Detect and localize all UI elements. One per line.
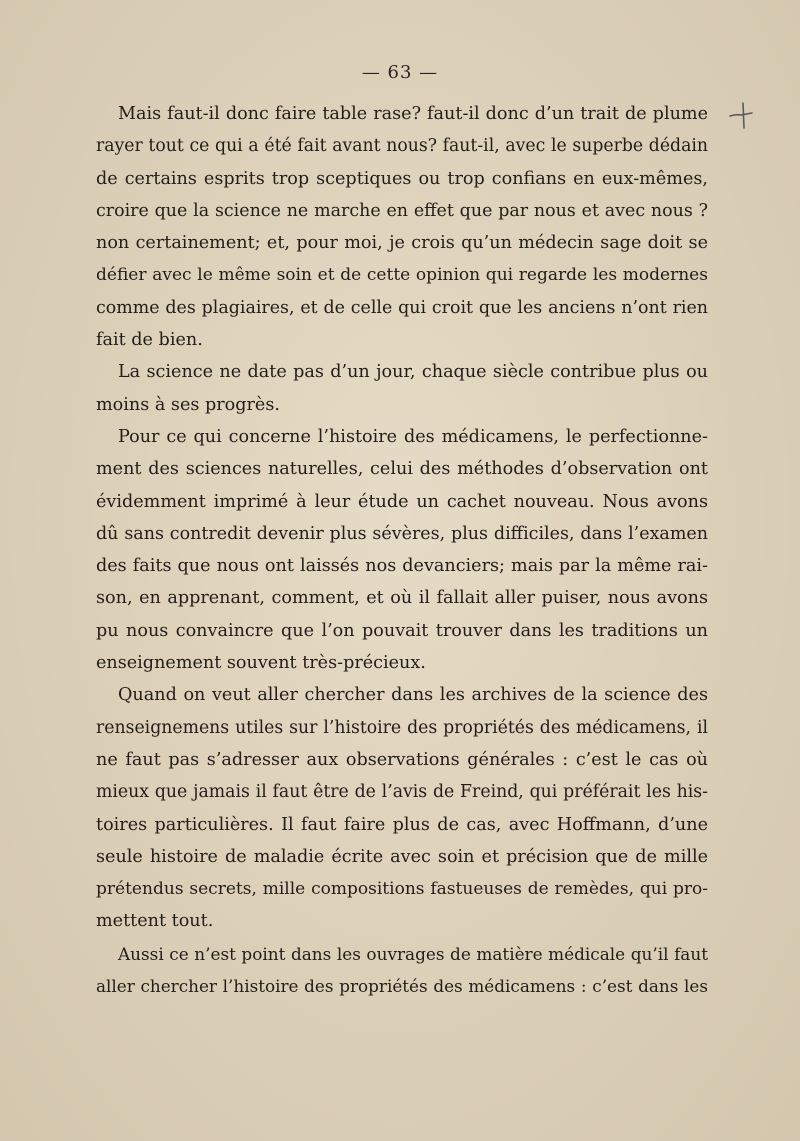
text-line: seule histoire de maladie écrite avec soin et précision que de mille [96, 846, 708, 867]
paragraph-1 [96, 98, 708, 356]
text-line: évidemment imprimé à leur étude un cachet nouveau. Nous avons [96, 491, 708, 512]
paragraph-2 [96, 356, 708, 421]
pencil-mark-icon [728, 100, 756, 130]
text-line: rayer tout ce qui a été fait avant nous? faut-il, avec le superbe dédain [96, 136, 708, 157]
text-line: toires particulières. Il faut faire plus de cas, avec Hoffmann, d’une [96, 814, 708, 835]
text-line: pu nous convaincre que l’on pouvait trouver dans les traditions un [96, 620, 708, 641]
text-line: mieux que jamais il faut être de l’avis de Freind, qui préférait les his- [96, 782, 708, 803]
text-line: défier avec le même soin et de cette opinion qui regarde les modernes [96, 265, 708, 286]
text-line: fait de bien. [96, 330, 203, 351]
text-line: moins à ses progrès. [96, 394, 280, 415]
paragraph-3 [96, 421, 708, 679]
paragraph-5 [96, 938, 708, 1003]
text-line: non certainement; et, pour moi, je crois qu’un médecin sage doit se [96, 233, 708, 254]
text-line: de certains esprits trop sceptiques ou trop confians en eux-mêmes, [96, 168, 708, 189]
paragraph-4 [96, 679, 708, 937]
text-line: renseignemens utiles sur l’histoire des propriétés des médicamens, il [96, 717, 708, 738]
text-line: Aussi ce n’est point dans les ouvrages de matière médicale qu’il faut [118, 943, 708, 964]
page-number: — 63 — [361, 62, 439, 83]
text-line: Pour ce qui concerne l’histoire des médicamens, le perfectionne- [118, 426, 708, 447]
text-line: ment des sciences naturelles, celui des méthodes d’observation ont [96, 459, 708, 480]
text-line: La science ne date pas d’un jour, chaque siècle contribue plus ou [118, 362, 708, 383]
text-line: aller chercher l’histoire des propriétés des médicamens : c’est dans les [96, 976, 708, 997]
text-line: enseignement souvent très-précieux. [96, 653, 426, 674]
text-line: dû sans contredit devenir plus sévères, plus difficiles, dans l’examen [96, 523, 708, 544]
text-line: des faits que nous ont laissés nos devanciers; mais par la même rai- [96, 556, 708, 577]
text-line: ne faut pas s’adresser aux observations générales : c’est le cas où [96, 749, 708, 770]
text-line: Quand on veut aller chercher dans les archives de la science des [118, 685, 708, 706]
text-line: prétendus secrets, mille compositions fastueuses de remèdes, qui pro- [96, 879, 708, 900]
text-line: comme des plagiaires, et de celle qui croit que les anciens n’ont rien [96, 297, 708, 318]
text-line: mettent tout. [96, 911, 214, 932]
text-line: croire que la science ne marche en effet que par nous et avec nous ? [96, 200, 708, 221]
text-line: son, en apprenant, comment, et où il fallait aller puiser, nous avons [96, 588, 708, 609]
text-line: Mais faut-il donc faire table rase? faut-il donc d’un trait de plume [118, 104, 708, 124]
body-text [96, 98, 708, 1002]
